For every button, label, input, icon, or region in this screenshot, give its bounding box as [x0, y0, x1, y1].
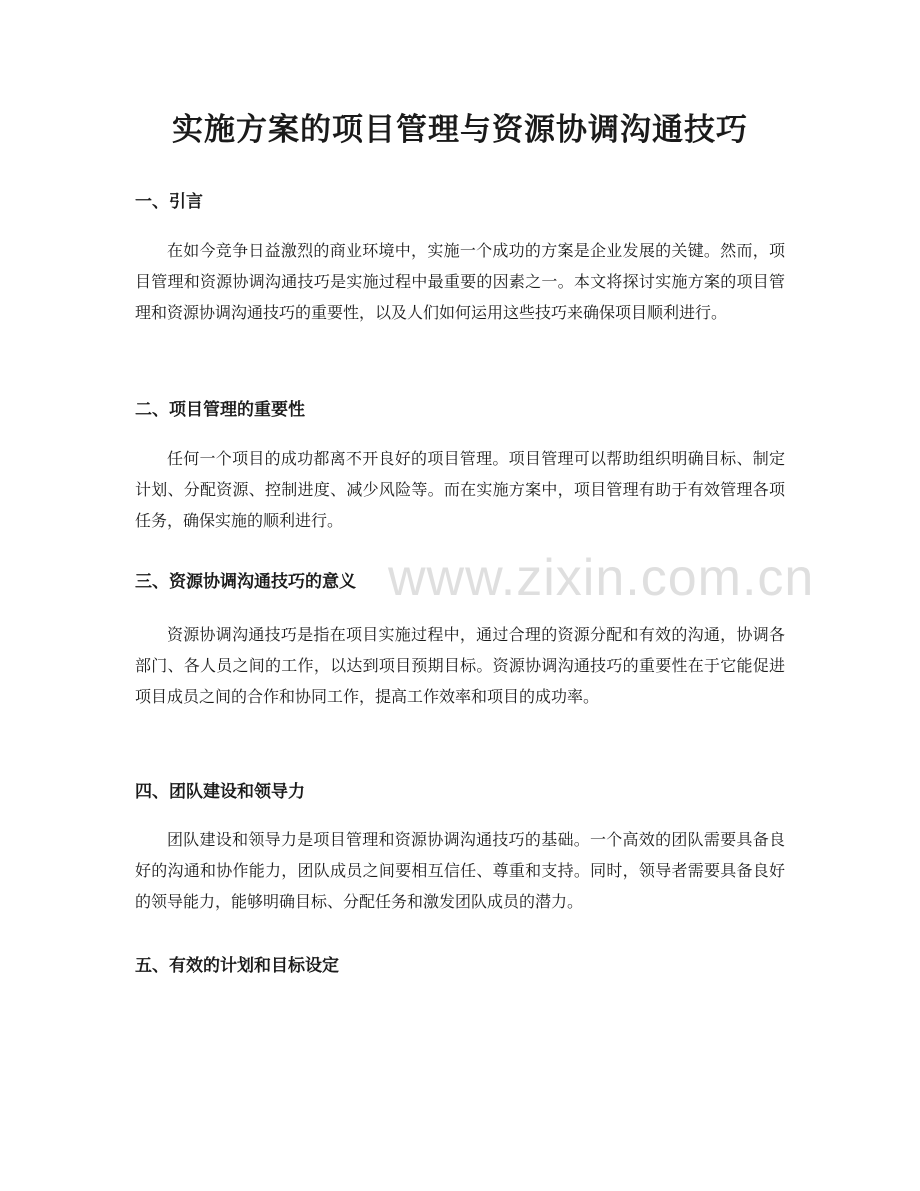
section-paragraph-3: 资源协调沟通技巧是指在项目实施过程中，通过合理的资源分配和有效的沟通，协调各部门、各人员之间的工作，以达到项目预期目标。资源协调沟通技巧的重要性在于它能促进项目成员之间的合作和协同工作，提高工作效率和项目的成功率。: [135, 625, 785, 706]
section-heading-1: 一、引言: [135, 192, 203, 212]
section-paragraph-1: 在如今竞争日益激烈的商业环境中，实施一个成功的方案是企业发展的关键。然而，项目管理和资源协调沟通技巧是实施过程中最重要的因素之一。本文将探讨实施方案的项目管理和资源协调沟通技巧的重要性，以及人们如何运用这些技巧来确保项目顺利进行。: [135, 241, 785, 322]
section-heading-4: 四、团队建设和领导力: [135, 782, 305, 802]
page-title: 实施方案的项目管理与资源协调沟通技巧: [172, 112, 748, 148]
section-paragraph-2: 任何一个项目的成功都离不开良好的项目管理。项目管理可以帮助组织明确目标、制定计划、分配资源、控制进度、减少风险等。而在实施方案中，项目管理有助于有效管理各项任务，确保实施的顺利进行。: [135, 449, 785, 530]
section-heading-3: 三、资源协调沟通技巧的意义: [135, 572, 356, 592]
section-heading-5: 五、有效的计划和目标设定: [135, 956, 339, 976]
section-paragraph-4: 团队建设和领导力是项目管理和资源协调沟通技巧的基础。一个高效的团队需要具备良好的沟通和协作能力，团队成员之间要相互信任、尊重和支持。同时，领导者需要具备良好的领导能力，能够明确目标、分配任务和激发团队成员的潜力。: [135, 830, 785, 911]
section-heading-2: 二、项目管理的重要性: [135, 400, 305, 420]
watermark: www.zixin.com.cn: [388, 549, 815, 607]
